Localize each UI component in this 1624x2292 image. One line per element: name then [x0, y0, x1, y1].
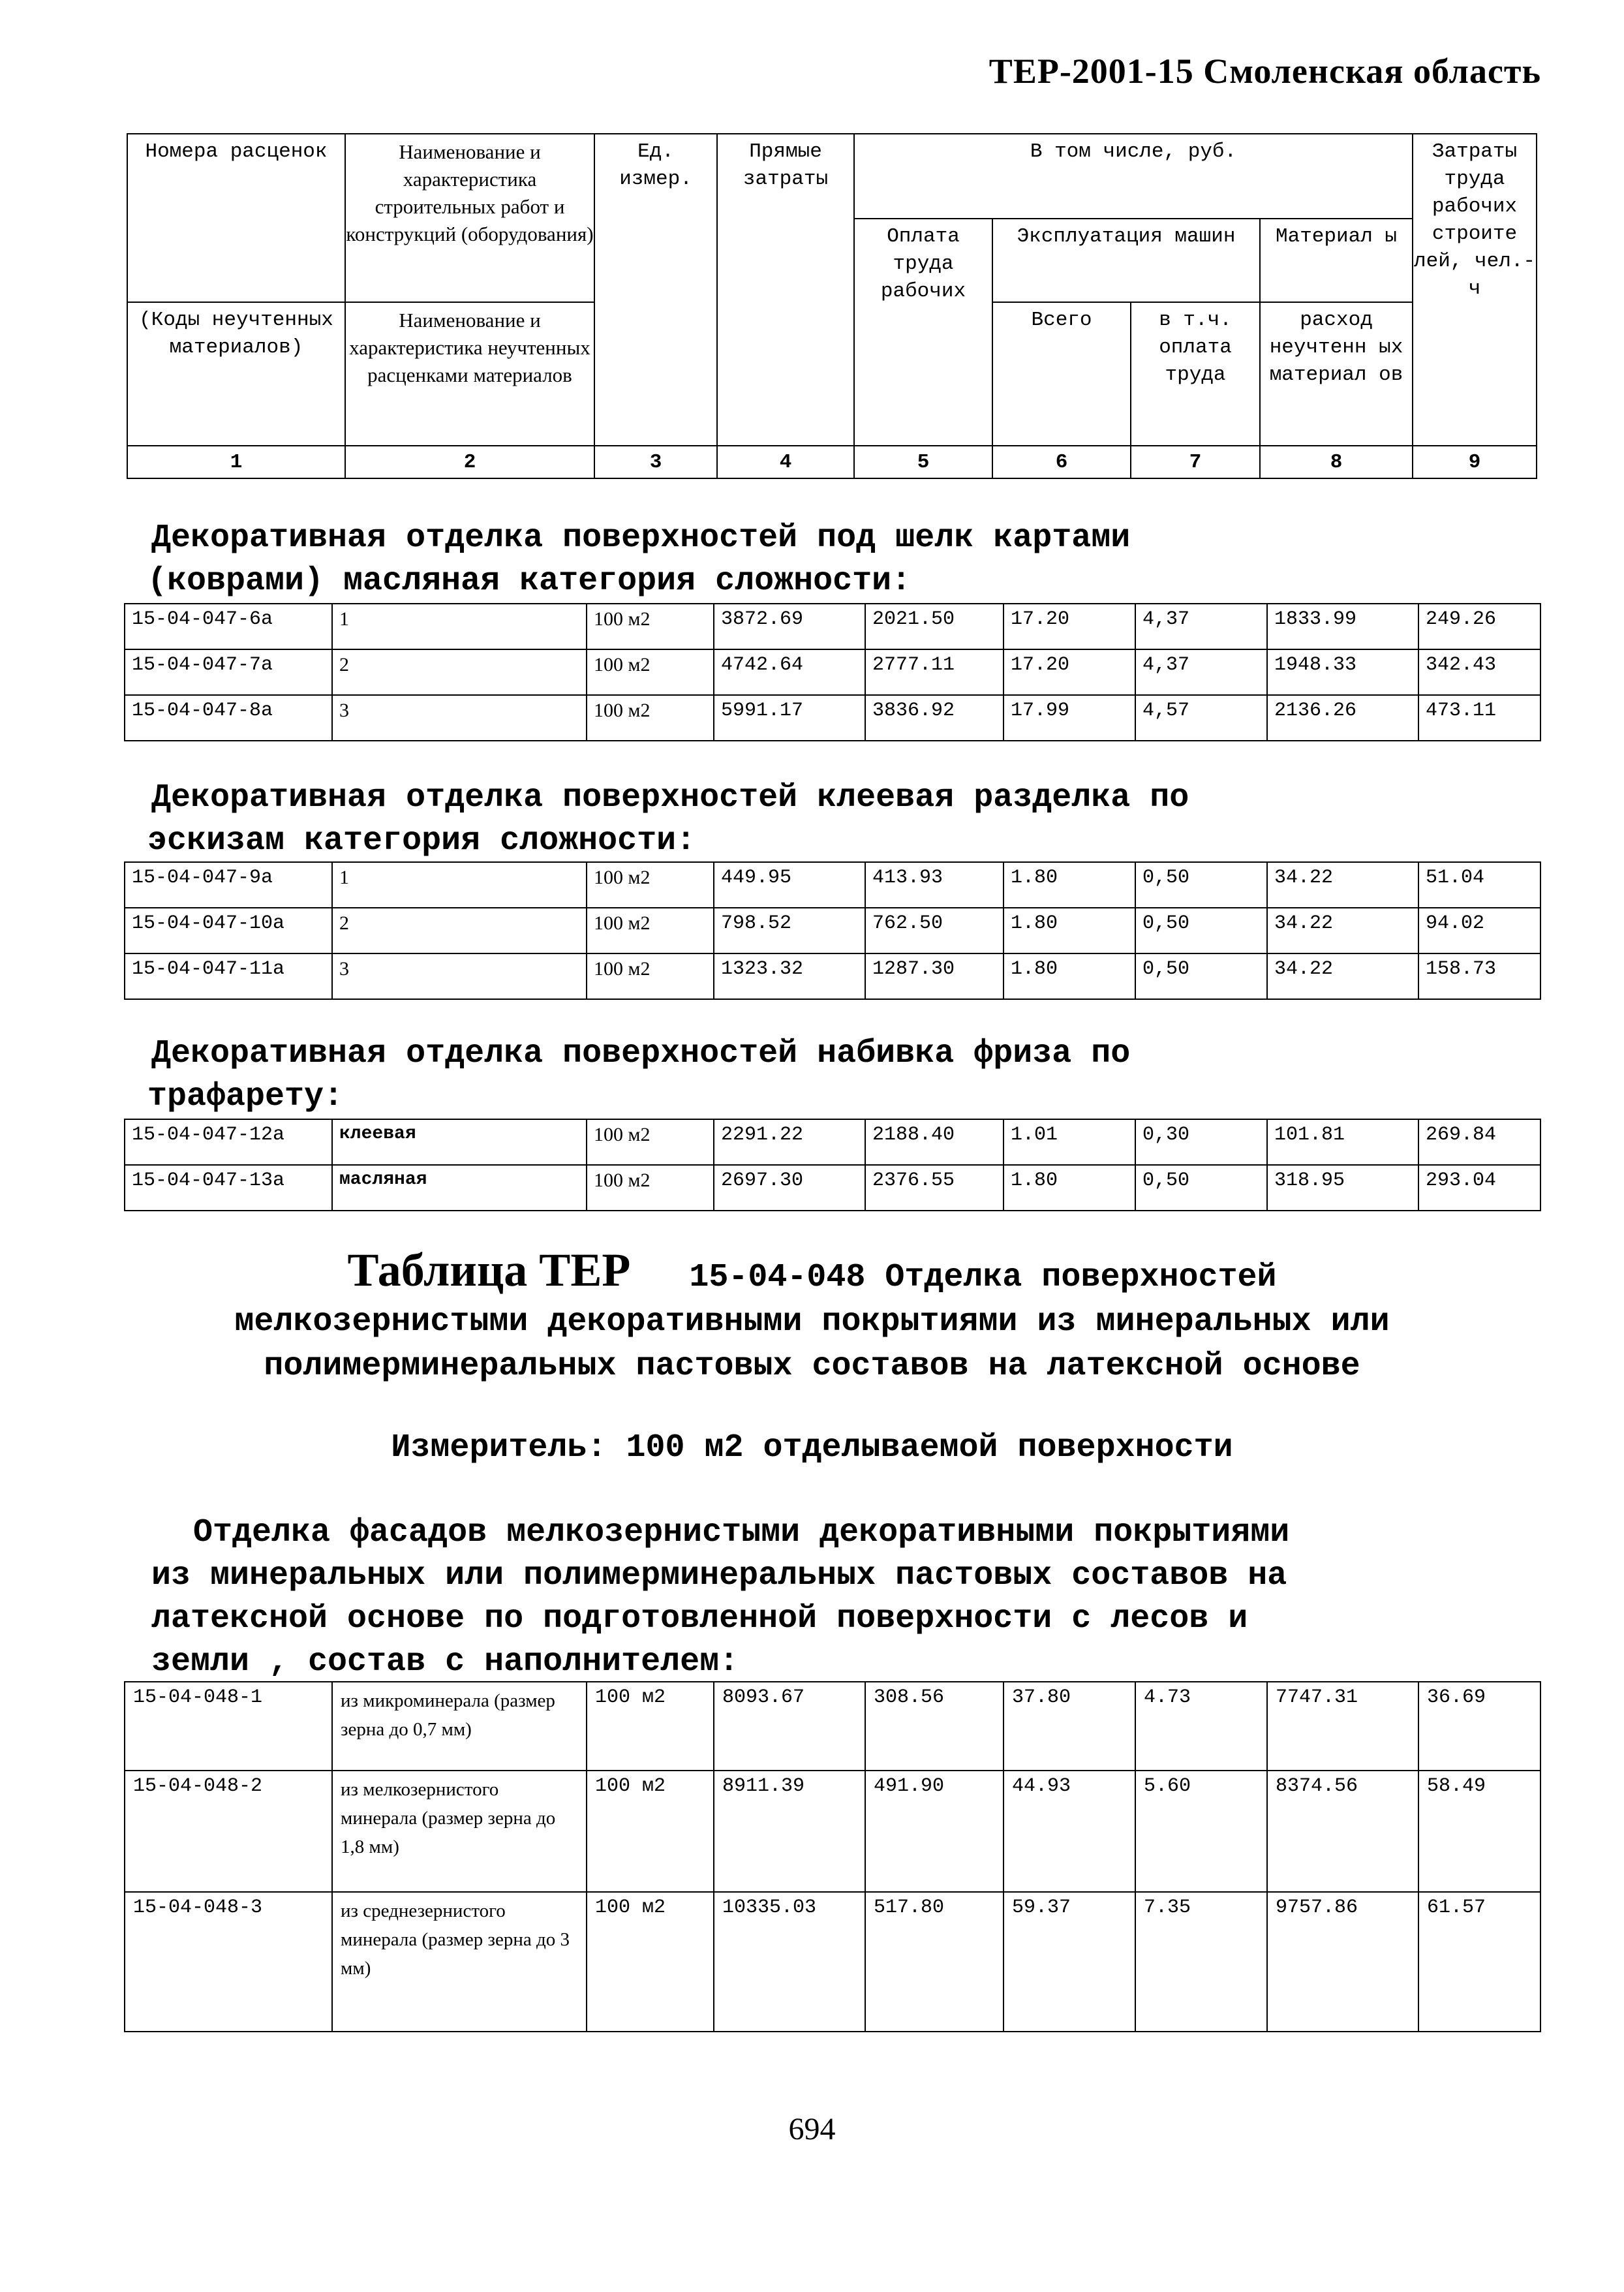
table-cell: 1.80: [1004, 862, 1135, 908]
table-cell: 1: [332, 862, 587, 908]
table-cell: 8093.67: [714, 1682, 865, 1771]
table-cell: 2376.55: [865, 1165, 1004, 1211]
table-cell: 100 м2: [587, 649, 714, 695]
table-cell: 10335.03: [714, 1892, 865, 2032]
table-cell: 2136.26: [1267, 695, 1418, 741]
table-cell: 8374.56: [1267, 1771, 1418, 1892]
col-num-9: 9: [1413, 446, 1537, 478]
table-cell: 2697.30: [714, 1165, 865, 1211]
table-row: [125, 953, 1540, 999]
table-cell: 37.80: [1004, 1682, 1135, 1771]
table-cell: 15-04-047-13а: [125, 1165, 332, 1211]
table-row: [125, 862, 1540, 908]
table-cell: 51.04: [1418, 862, 1540, 908]
table-cell: 269.84: [1418, 1119, 1540, 1165]
section-title: Декоративная отделка поверхностей под шелк картами (коврами) масляная категория сложности:: [147, 519, 1131, 600]
table-row: [125, 604, 1540, 649]
table-title: Таблица ТЕР 15-04-048 Отделка поверхностей мелкозернистыми декоративными покрытиями из минеральных или полимерминеральных пастовых составов на латексной основе: [234, 1244, 1390, 1385]
table-cell: 0,30: [1135, 1119, 1267, 1165]
table-cell: 5991.17: [714, 695, 865, 741]
table-cell: 1.80: [1004, 908, 1135, 953]
rates-table: [124, 1119, 1541, 1211]
table-cell: 34.22: [1267, 953, 1418, 999]
table-cell: 17.20: [1004, 604, 1135, 649]
table-cell: 2: [332, 908, 587, 953]
table-cell: 34.22: [1267, 908, 1418, 953]
header-rates: Номера расценок: [145, 140, 328, 163]
table-row: [125, 695, 1540, 741]
table-cell: 2777.11: [865, 649, 1004, 695]
table-cell: 1.01: [1004, 1119, 1135, 1165]
table-cell: 5.60: [1135, 1771, 1267, 1892]
header-name: Наименование и характеристика строительных работ и конструкций (оборудования): [346, 140, 594, 245]
table-cell: 2: [332, 649, 587, 695]
table-cell: 100 м2: [587, 1682, 714, 1771]
table-cell: 44.93: [1004, 1771, 1135, 1892]
table-cell: 1: [332, 604, 587, 649]
table-cell: 100 м2: [587, 695, 714, 741]
table-cell: 0,50: [1135, 862, 1267, 908]
header-materials: Материал ы: [1275, 225, 1398, 248]
header-unit: Ед. измер.: [619, 140, 692, 191]
table-cell: 15-04-048-2: [125, 1771, 332, 1892]
header-incl: В том числе, руб.: [1030, 140, 1237, 163]
table-cell: 15-04-047-9а: [125, 862, 332, 908]
rates-table: [124, 861, 1541, 1000]
section-title: Декоративная отделка поверхностей набивка фриза по трафарету:: [147, 1035, 1131, 1115]
header-machines: Эксплуатация машин: [1017, 225, 1236, 248]
table-cell: 293.04: [1418, 1165, 1540, 1211]
table-cell: 15-04-047-10а: [125, 908, 332, 953]
table-cell: из микроминерала (размер зерна до 0,7 мм): [332, 1682, 587, 1771]
table-cell: 8911.39: [714, 1771, 865, 1892]
table-cell: 15-04-047-8а: [125, 695, 332, 741]
header-wages: Оплата труда рабочих: [880, 225, 966, 303]
table-cell: 15-04-048-1: [125, 1682, 332, 1771]
table-cell: 34.22: [1267, 862, 1418, 908]
table-cell: 15-04-047-7а: [125, 649, 332, 695]
page-number: 694: [788, 2112, 836, 2146]
table-cell: 449.95: [714, 862, 865, 908]
header-labor-hours: Затраты труда рабочих строите лей, чел.-ч: [1414, 140, 1536, 300]
table-cell: 2021.50: [865, 604, 1004, 649]
table-cell: 1.80: [1004, 1165, 1135, 1211]
table-cell: 158.73: [1418, 953, 1540, 999]
table-row: [125, 649, 1540, 695]
measure-unit: Измеритель: 100 м2 отделываемой поверхности: [391, 1429, 1233, 1466]
column-header-table: [127, 133, 1537, 479]
table-cell: 413.93: [865, 862, 1004, 908]
table-cell: 517.80: [865, 1892, 1004, 2032]
table-cell: 3: [332, 695, 587, 741]
table-cell: 491.90: [865, 1771, 1004, 1892]
table-cell: 9757.86: [1267, 1892, 1418, 2032]
table-cell: 1.80: [1004, 953, 1135, 999]
table-cell: 100 м2: [587, 1892, 714, 2032]
table-cell: 2291.22: [714, 1119, 865, 1165]
table-cell: 798.52: [714, 908, 865, 953]
header-total: Всего: [1031, 309, 1092, 332]
table-cell: 308.56: [865, 1682, 1004, 1771]
table-cell: 1833.99: [1267, 604, 1418, 649]
table-cell: 0,50: [1135, 1165, 1267, 1211]
table-row: [125, 908, 1540, 953]
table-cell: 762.50: [865, 908, 1004, 953]
table-cell: 100 м2: [587, 908, 714, 953]
table-cell: 100 м2: [587, 862, 714, 908]
table-cell: 1948.33: [1267, 649, 1418, 695]
table-cell: 4,37: [1135, 604, 1267, 649]
table-cell: 15-04-048-3: [125, 1892, 332, 2032]
table-cell: 3836.92: [865, 695, 1004, 741]
table-row: [125, 1165, 1540, 1211]
table-cell: 94.02: [1418, 908, 1540, 953]
table-cell: 61.57: [1418, 1892, 1540, 2032]
table-cell: 100 м2: [587, 953, 714, 999]
table-cell: 58.49: [1418, 1771, 1540, 1892]
table-cell: 59.37: [1004, 1892, 1135, 2032]
table-cell: 7747.31: [1267, 1682, 1418, 1771]
table-cell: 15-04-047-11а: [125, 953, 332, 999]
table-cell: 15-04-047-6а: [125, 604, 332, 649]
table-row: [125, 1892, 1540, 2032]
table-cell: 7.35: [1135, 1892, 1267, 2032]
table-cell: 3872.69: [714, 604, 865, 649]
table-cell: из среднезернистого минерала (размер зерна до 3 мм): [332, 1892, 587, 2032]
col-num-5: 5: [854, 446, 992, 478]
table-cell: 1323.32: [714, 953, 865, 999]
header-direct: Прямые затраты: [743, 140, 829, 191]
table-cell: 4,37: [1135, 649, 1267, 695]
header-incl-wages: в т.ч. оплата труда: [1159, 309, 1232, 386]
header-name-unaccounted: Наименование и характеристика неучтенных расценками материалов: [349, 309, 590, 386]
table-cell: 100 м2: [587, 604, 714, 649]
table-cell: 0,50: [1135, 953, 1267, 999]
table-cell: 17.20: [1004, 649, 1135, 695]
header-unaccounted: расход неучтенн ых материал ов: [1269, 309, 1403, 386]
table-cell: 15-04-047-12а: [125, 1119, 332, 1165]
rates-table: [124, 1681, 1541, 2032]
table-cell: 2188.40: [865, 1119, 1004, 1165]
table-cell: 100 м2: [587, 1119, 714, 1165]
table-cell: 0,50: [1135, 908, 1267, 953]
col-num-2: 2: [345, 446, 594, 478]
col-num-6: 6: [992, 446, 1131, 478]
section-title: Декоративная отделка поверхностей клеевая разделка по эскизам категория сложности:: [147, 779, 1189, 860]
col-num-3: 3: [594, 446, 717, 478]
table-cell: 17.99: [1004, 695, 1135, 741]
table-cell: 473.11: [1418, 695, 1540, 741]
col-num-4: 4: [717, 446, 854, 478]
table-cell: масляная: [332, 1165, 587, 1211]
table-cell: 342.43: [1418, 649, 1540, 695]
document-header: ТЕР-2001-15 Смоленская область: [988, 52, 1541, 91]
table-cell: 3: [332, 953, 587, 999]
table-cell: 4.73: [1135, 1682, 1267, 1771]
table-cell: 318.95: [1267, 1165, 1418, 1211]
table-cell: из мелкозернистого минерала (размер зерна до 1,8 мм): [332, 1771, 587, 1892]
table-cell: клеевая: [332, 1119, 587, 1165]
table-cell: 4,57: [1135, 695, 1267, 741]
table-row: [125, 1119, 1540, 1165]
table-cell: 101.81: [1267, 1119, 1418, 1165]
table-cell: 1287.30: [865, 953, 1004, 999]
col-num-8: 8: [1260, 446, 1413, 478]
header-codes: (Коды неучтенных материалов): [139, 309, 333, 359]
table-cell: 36.69: [1418, 1682, 1540, 1771]
table-cell: 100 м2: [587, 1165, 714, 1211]
section-title: Отделка фасадов мелкозернистыми декоративными покрытиями из минеральных или полимерминеральных пастовых составов на латексной основе по подготовленной поверхности с лесов и земли , состав с наполнителем:: [151, 1514, 1290, 1680]
col-num-1: 1: [127, 446, 345, 478]
table-row: [125, 1682, 1540, 1771]
rates-table: [124, 603, 1541, 741]
table-row: [125, 1771, 1540, 1892]
table-cell: 100 м2: [587, 1771, 714, 1892]
col-num-7: 7: [1131, 446, 1260, 478]
table-cell: 249.26: [1418, 604, 1540, 649]
table-cell: 4742.64: [714, 649, 865, 695]
